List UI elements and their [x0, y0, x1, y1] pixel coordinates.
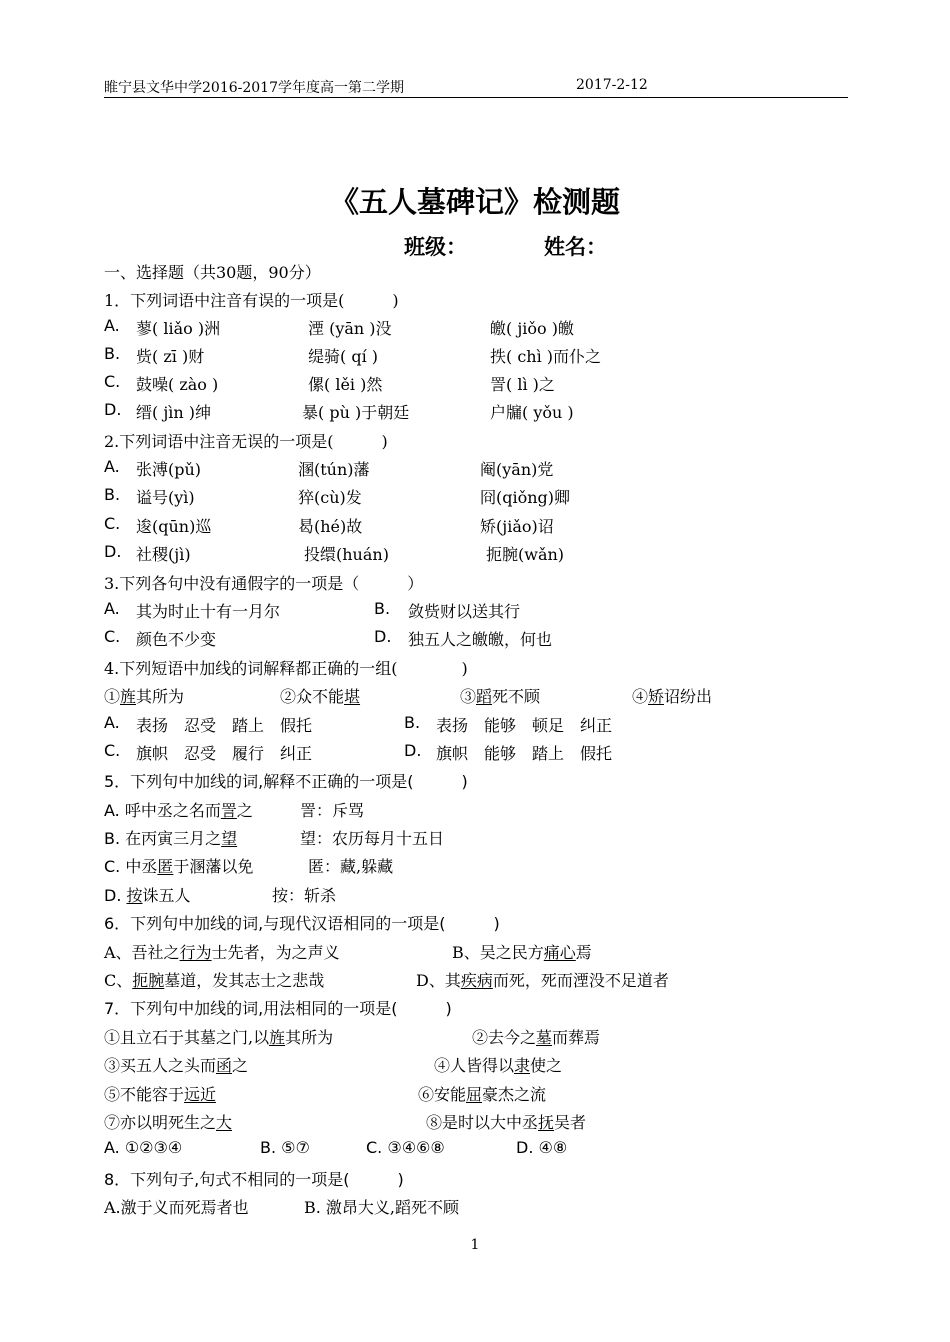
option-letter: B.	[104, 485, 121, 504]
name-label: 姓名：	[544, 235, 607, 259]
q5-stem: 5．下列句中加线的词,解释不正确的一项是( )	[104, 772, 468, 791]
option-note: 詈：斥骂	[300, 801, 365, 820]
option-letter: C.	[104, 514, 121, 533]
option-letter: A.	[104, 713, 120, 732]
option-item: 冏(qiǒng)卿	[480, 488, 571, 507]
option-note: 按：斩杀	[272, 886, 337, 905]
underlined-word: 函	[216, 1056, 233, 1075]
sentence-text: 焉	[575, 943, 592, 962]
option-sentence	[104, 883, 191, 906]
option-sentence	[416, 968, 669, 991]
option-item: 抶( chì )而仆之	[490, 347, 602, 366]
underlined-word: 痛心	[543, 943, 576, 962]
sentence-text: C. 中丞	[104, 857, 158, 876]
sentence-text: 其所为	[285, 1028, 334, 1047]
page-title: 《五人墓碑记》检测题	[329, 185, 620, 219]
underlined-word: 行为	[179, 943, 212, 962]
option-item: 皦( jiǒo )皦	[490, 319, 575, 338]
option-letter: B.	[104, 344, 121, 363]
option-item: 傫( lěi )然	[308, 375, 383, 394]
underlined-word: 蹈	[476, 687, 493, 706]
option-item: 旗帜 能够 踏上 假托	[436, 744, 613, 763]
underlined-word: 詈	[220, 801, 237, 820]
underlined-word: 墓	[536, 1028, 553, 1047]
underlined-word: 抚	[538, 1113, 555, 1132]
option-sentence	[104, 1025, 333, 1048]
option-letter: B.	[374, 599, 391, 618]
option-sentence	[452, 940, 592, 963]
phrase-item	[632, 684, 712, 707]
option-item: 投缳(huán)	[304, 545, 389, 564]
underlined-word: 堪	[344, 687, 361, 706]
option-item: 曷(hé)故	[298, 517, 363, 536]
option-letter: D.	[104, 542, 122, 561]
option-item: A. ①②③④	[104, 1138, 183, 1157]
sentence-text: 之	[232, 1056, 249, 1075]
sentence-text: B. 在丙寅三月之	[104, 829, 222, 848]
option-sentence	[434, 1053, 562, 1076]
sentence-text: ①且立石于其墓之门,以	[104, 1028, 270, 1047]
option-item: 独五人之皦皦，何也	[408, 630, 553, 649]
option-item: 旗帜 忍受 履行 纠正	[136, 744, 313, 763]
underlined-word: 隶	[514, 1056, 531, 1075]
underlined-word: 旌	[269, 1028, 286, 1047]
item-number: ④	[632, 687, 649, 706]
option-note: 匿：藏,躲藏	[308, 857, 394, 876]
sentence-text: ②去今之	[472, 1028, 537, 1047]
option-item: 暴( pù )于朝廷	[302, 403, 410, 422]
sentence-text: 而死，死而湮没不足道者	[492, 971, 669, 990]
page-number: 1	[470, 1237, 480, 1253]
option-letter: A.	[104, 457, 120, 476]
option-item: 阉(yān)党	[480, 460, 554, 479]
option-item: 颜色不少变	[136, 630, 217, 649]
underlined-word: 屈	[466, 1085, 483, 1104]
phrase-text: 死不顾	[492, 687, 541, 706]
option-item: C. ③④⑥⑧	[366, 1138, 445, 1157]
sentence-text: B、吴之民方	[452, 943, 544, 962]
option-item: 缇骑( qí )	[308, 347, 379, 366]
underlined-word: 匿	[157, 857, 174, 876]
phrase-text: 众不能	[296, 687, 345, 706]
option-letter: C.	[104, 372, 121, 391]
q1-stem: 1．下列词语中注音有误的一项是( )	[104, 291, 399, 310]
q2-stem: 2.下列词语中注音无误的一项是( )	[104, 432, 388, 451]
phrase-text: 其所为	[136, 687, 185, 706]
option-sentence	[104, 826, 237, 849]
item-number: ③	[460, 687, 477, 706]
phrase-item	[280, 684, 360, 707]
option-item: 社稷(jì)	[136, 545, 191, 564]
underlined-word: 按	[126, 886, 143, 905]
underlined-word: 矫	[648, 687, 665, 706]
option-item: 扼腕(wǎn)	[486, 545, 565, 564]
option-note: 望：农历每月十五日	[300, 829, 445, 848]
option-sentence	[426, 1110, 586, 1133]
option-sentence	[104, 854, 253, 877]
option-letter: D.	[104, 400, 122, 419]
option-sentence	[472, 1025, 600, 1048]
option-item: 矫(jiǎo)诏	[480, 517, 554, 536]
sentence-text: 豪杰之流	[482, 1085, 547, 1104]
option-item: 逡(qūn)巡	[136, 517, 212, 536]
header-school-term: 睢宁县文华中学2016-2017学年度高一第二学期	[104, 80, 404, 96]
option-letter: A.	[104, 599, 120, 618]
option-item: 溷(tún)藩	[298, 460, 370, 479]
option-sentence	[104, 798, 253, 821]
option-item: 谥号(yì)	[136, 488, 195, 507]
sentence-text: 诛五人	[142, 886, 191, 905]
q3-stem: 3.下列各句中没有通假字的一项是（ ）	[104, 574, 424, 593]
sentence-text: ④人皆得以	[434, 1056, 515, 1075]
option-item: 缙( jìn )绅	[136, 403, 212, 422]
option-sentence	[104, 968, 324, 991]
option-item: 敛赀财以送其行	[408, 602, 521, 621]
underlined-word: 远近	[184, 1085, 217, 1104]
option-item: 湮 (yān )没	[308, 319, 392, 338]
option-item: 表扬 能够 顿足 纠正	[436, 716, 613, 735]
option-item: 猝(cù)发	[298, 488, 362, 507]
sentence-text: A. 呼中丞之名而	[104, 801, 221, 820]
option-item: A.激于义而死焉者也	[104, 1198, 249, 1217]
option-sentence	[104, 1110, 232, 1133]
option-sentence	[418, 1082, 546, 1105]
sentence-text: 使之	[530, 1056, 563, 1075]
phrase-text: 诏纷出	[664, 687, 713, 706]
option-item: 鼓噪( zào )	[136, 375, 219, 394]
header-date: 2017-2-12	[576, 77, 648, 93]
option-sentence	[104, 940, 340, 963]
sentence-text: ⑥安能	[418, 1085, 467, 1104]
option-item: 户牖( yǒu )	[490, 403, 574, 422]
option-item: B. 激昂大义,蹈死不顾	[304, 1198, 460, 1217]
q4-stem: 4.下列短语中加线的词解释都正确的一组( )	[104, 659, 468, 678]
item-number: ①	[104, 687, 121, 706]
option-item: 张溥(pǔ)	[136, 460, 202, 479]
option-letter: C.	[104, 741, 121, 760]
underlined-word: 扼腕	[132, 971, 165, 990]
q8-stem: 8．下列句子,句式不相同的一项是( )	[104, 1170, 404, 1189]
sentence-text: D.	[104, 886, 127, 905]
option-letter: A.	[104, 316, 120, 335]
sentence-text: 吴者	[554, 1113, 587, 1132]
option-letter: D.	[404, 741, 422, 760]
sentence-text: C、	[104, 971, 133, 990]
q7-stem: 7．下列句中加线的词,用法相同的一项是( )	[104, 999, 452, 1018]
option-item: 表扬 忍受 踏上 假托	[136, 716, 313, 735]
option-item: 其为时止十有一月尔	[136, 602, 281, 621]
sentence-text: 而葬焉	[552, 1028, 601, 1047]
sentence-text: A、吾社之	[104, 943, 180, 962]
phrase-item	[460, 684, 540, 707]
sentence-text: ⑧是时以大中丞	[426, 1113, 539, 1132]
option-item: D. ④⑧	[516, 1138, 568, 1157]
option-letter: D.	[374, 627, 392, 646]
section-heading: 一、选择题（共30题，90分）	[104, 263, 321, 282]
sentence-text: 之	[236, 801, 253, 820]
page-header	[104, 77, 848, 98]
sentence-text: D、其	[416, 971, 461, 990]
underlined-word: 望	[221, 829, 238, 848]
sentence-text: ⑤不能容于	[104, 1085, 185, 1104]
sentence-text: 士先者，为之声义	[211, 943, 340, 962]
sentence-text: 墓道，发其志士之悲哉	[164, 971, 325, 990]
option-item: 蓼( liǎo )洲	[136, 319, 221, 338]
option-item: 赀( zī )财	[136, 347, 205, 366]
sentence-text: ③买五人之头而	[104, 1056, 217, 1075]
option-item: B. ⑤⑦	[260, 1138, 310, 1157]
phrase-item	[104, 684, 184, 707]
class-label: 班级：	[404, 235, 467, 259]
sentence-text: ⑦亦以明死生之	[104, 1113, 217, 1132]
underlined-word: 旌	[120, 687, 137, 706]
item-number: ②	[280, 687, 297, 706]
sentence-text: 于溷藩以免	[173, 857, 254, 876]
option-item: 詈( lì )之	[490, 375, 555, 394]
q6-stem: 6．下列句中加线的词,与现代汉语相同的一项是( )	[104, 914, 500, 933]
underlined-word: 疾病	[460, 971, 493, 990]
underlined-word: 大	[216, 1113, 233, 1132]
option-sentence	[104, 1082, 216, 1105]
option-letter: C.	[104, 627, 121, 646]
option-sentence	[104, 1053, 248, 1076]
option-letter: B.	[404, 713, 421, 732]
